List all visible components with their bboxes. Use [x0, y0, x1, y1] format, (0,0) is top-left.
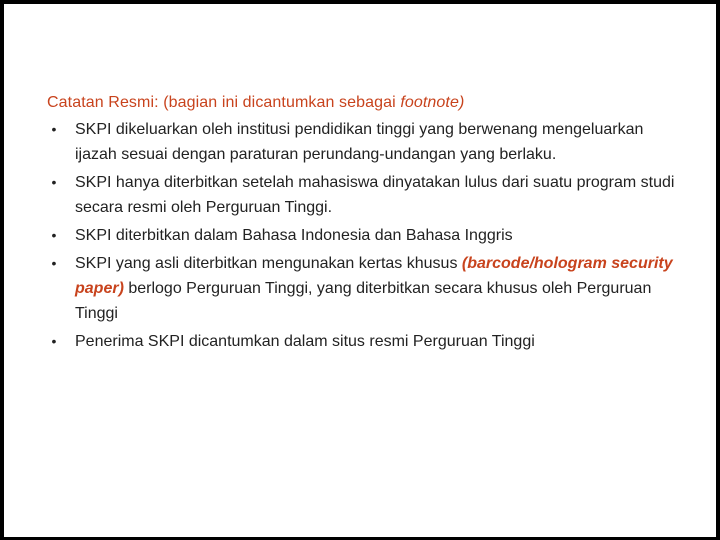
list-item [47, 170, 687, 220]
list-item [47, 117, 687, 167]
bullet-icon: • [51, 121, 57, 137]
note-heading-main: Catatan Resmi: (bagian ini dicantumkan sebagai [47, 94, 401, 111]
list-item [47, 223, 687, 248]
note-heading-emphasis: footnote) [400, 94, 465, 111]
official-note [47, 92, 687, 357]
bullet-icon: • [51, 174, 57, 190]
list-item [47, 251, 687, 326]
bullet-icon: • [51, 255, 57, 271]
bullet-icon: • [51, 333, 57, 349]
note-heading [47, 92, 687, 114]
list-item-text: SKPI dikeluarkan oleh institusi pendidikan tinggi yang berwenang mengeluarkan ijazah sesuai dengan paraturan perundang-undangan yang berlaku. [75, 121, 644, 163]
list-item-emphasis: (barcode/hologram security paper) [75, 255, 673, 297]
list-item-text-before: SKPI yang asli diterbitkan mengunakan kertas khusus [75, 255, 462, 272]
note-points [47, 117, 687, 354]
list-item-text-after: berlogo Perguruan Tinggi, yang diterbitkan secara khusus oleh Perguruan Tinggi [75, 280, 652, 322]
bullet-icon: • [51, 227, 57, 243]
list-item-text: SKPI diterbitkan dalam Bahasa Indonesia dan Bahasa Inggris [75, 227, 513, 244]
list-item-text: SKPI hanya diterbitkan setelah mahasiswa dinyatakan lulus dari suatu program studi secara resmi oleh Perguruan Tinggi. [75, 174, 675, 216]
list-item-text: Penerima SKPI dicantumkan dalam situs resmi Perguruan Tinggi [75, 333, 535, 350]
list-item [47, 329, 687, 354]
